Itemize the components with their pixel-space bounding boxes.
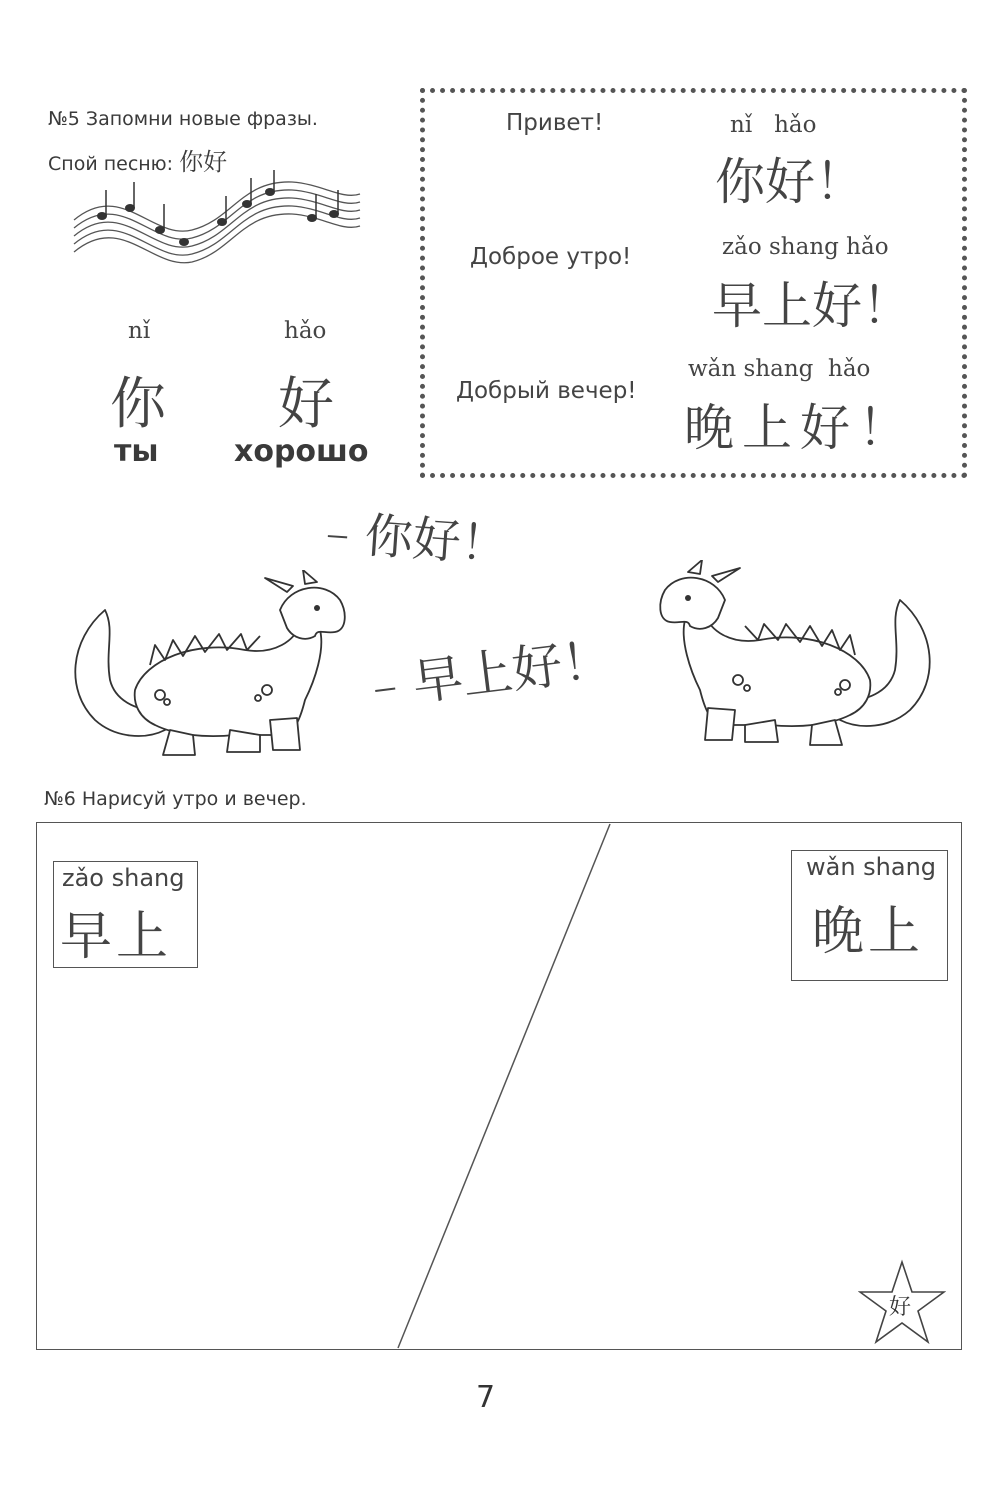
task5-line2-hanzi: 你好 xyxy=(179,148,228,176)
phrase-1-pinyin: nǐ hǎo xyxy=(730,112,817,138)
phrase-3-pinyin: wǎn shang hǎo xyxy=(688,356,871,382)
song-word-2-hanzi: 好 xyxy=(278,372,334,437)
page-number: 7 xyxy=(476,1380,496,1415)
morning-hanzi: 早上 xyxy=(60,907,173,967)
evening-pinyin: wǎn shang xyxy=(806,853,937,881)
phrase-3-hanzi: 晚上好！ xyxy=(684,399,916,457)
dragon-illustration-left xyxy=(55,570,355,760)
song-word-1-hanzi: 你 xyxy=(110,372,166,437)
phrase-2-russian: Доброе утро! xyxy=(470,244,632,270)
evening-hanzi: 晚上 xyxy=(812,902,925,962)
dialogue-line-2: – 早上好！ xyxy=(368,629,616,717)
task5-title xyxy=(48,108,318,130)
task6-title: №6 Нарисуй утро и вечер. xyxy=(44,788,307,810)
phrase-2-pinyin: zǎo shang hǎo xyxy=(722,234,889,260)
phrase-3-russian: Добрый вечер! xyxy=(456,378,637,404)
phrase-2-hanzi: 早上好！ xyxy=(712,277,912,335)
song-word-2-pinyin: hǎo xyxy=(284,318,327,344)
task5-line1: №5 Запомни новые фразы. xyxy=(48,108,318,130)
music-staff-icon xyxy=(72,170,362,270)
phrase-1-russian: Привет! xyxy=(506,110,604,136)
song-word-1-translation: ты xyxy=(114,434,159,469)
phrase-1-hanzi: 你好！ xyxy=(715,153,865,211)
dialogue-line-1: – 你好！ xyxy=(323,505,511,574)
morning-pinyin: zǎo shang xyxy=(62,864,185,892)
song-word-2-translation: хорошо xyxy=(234,434,369,469)
star-character: 好 xyxy=(889,1295,912,1320)
evening-word-box xyxy=(791,850,948,981)
dragon-illustration-right xyxy=(650,560,950,750)
song-word-1-pinyin: nǐ xyxy=(128,318,151,344)
morning-word-box xyxy=(53,861,198,968)
task5-line2-prefix: Спой песню: xyxy=(48,153,180,175)
